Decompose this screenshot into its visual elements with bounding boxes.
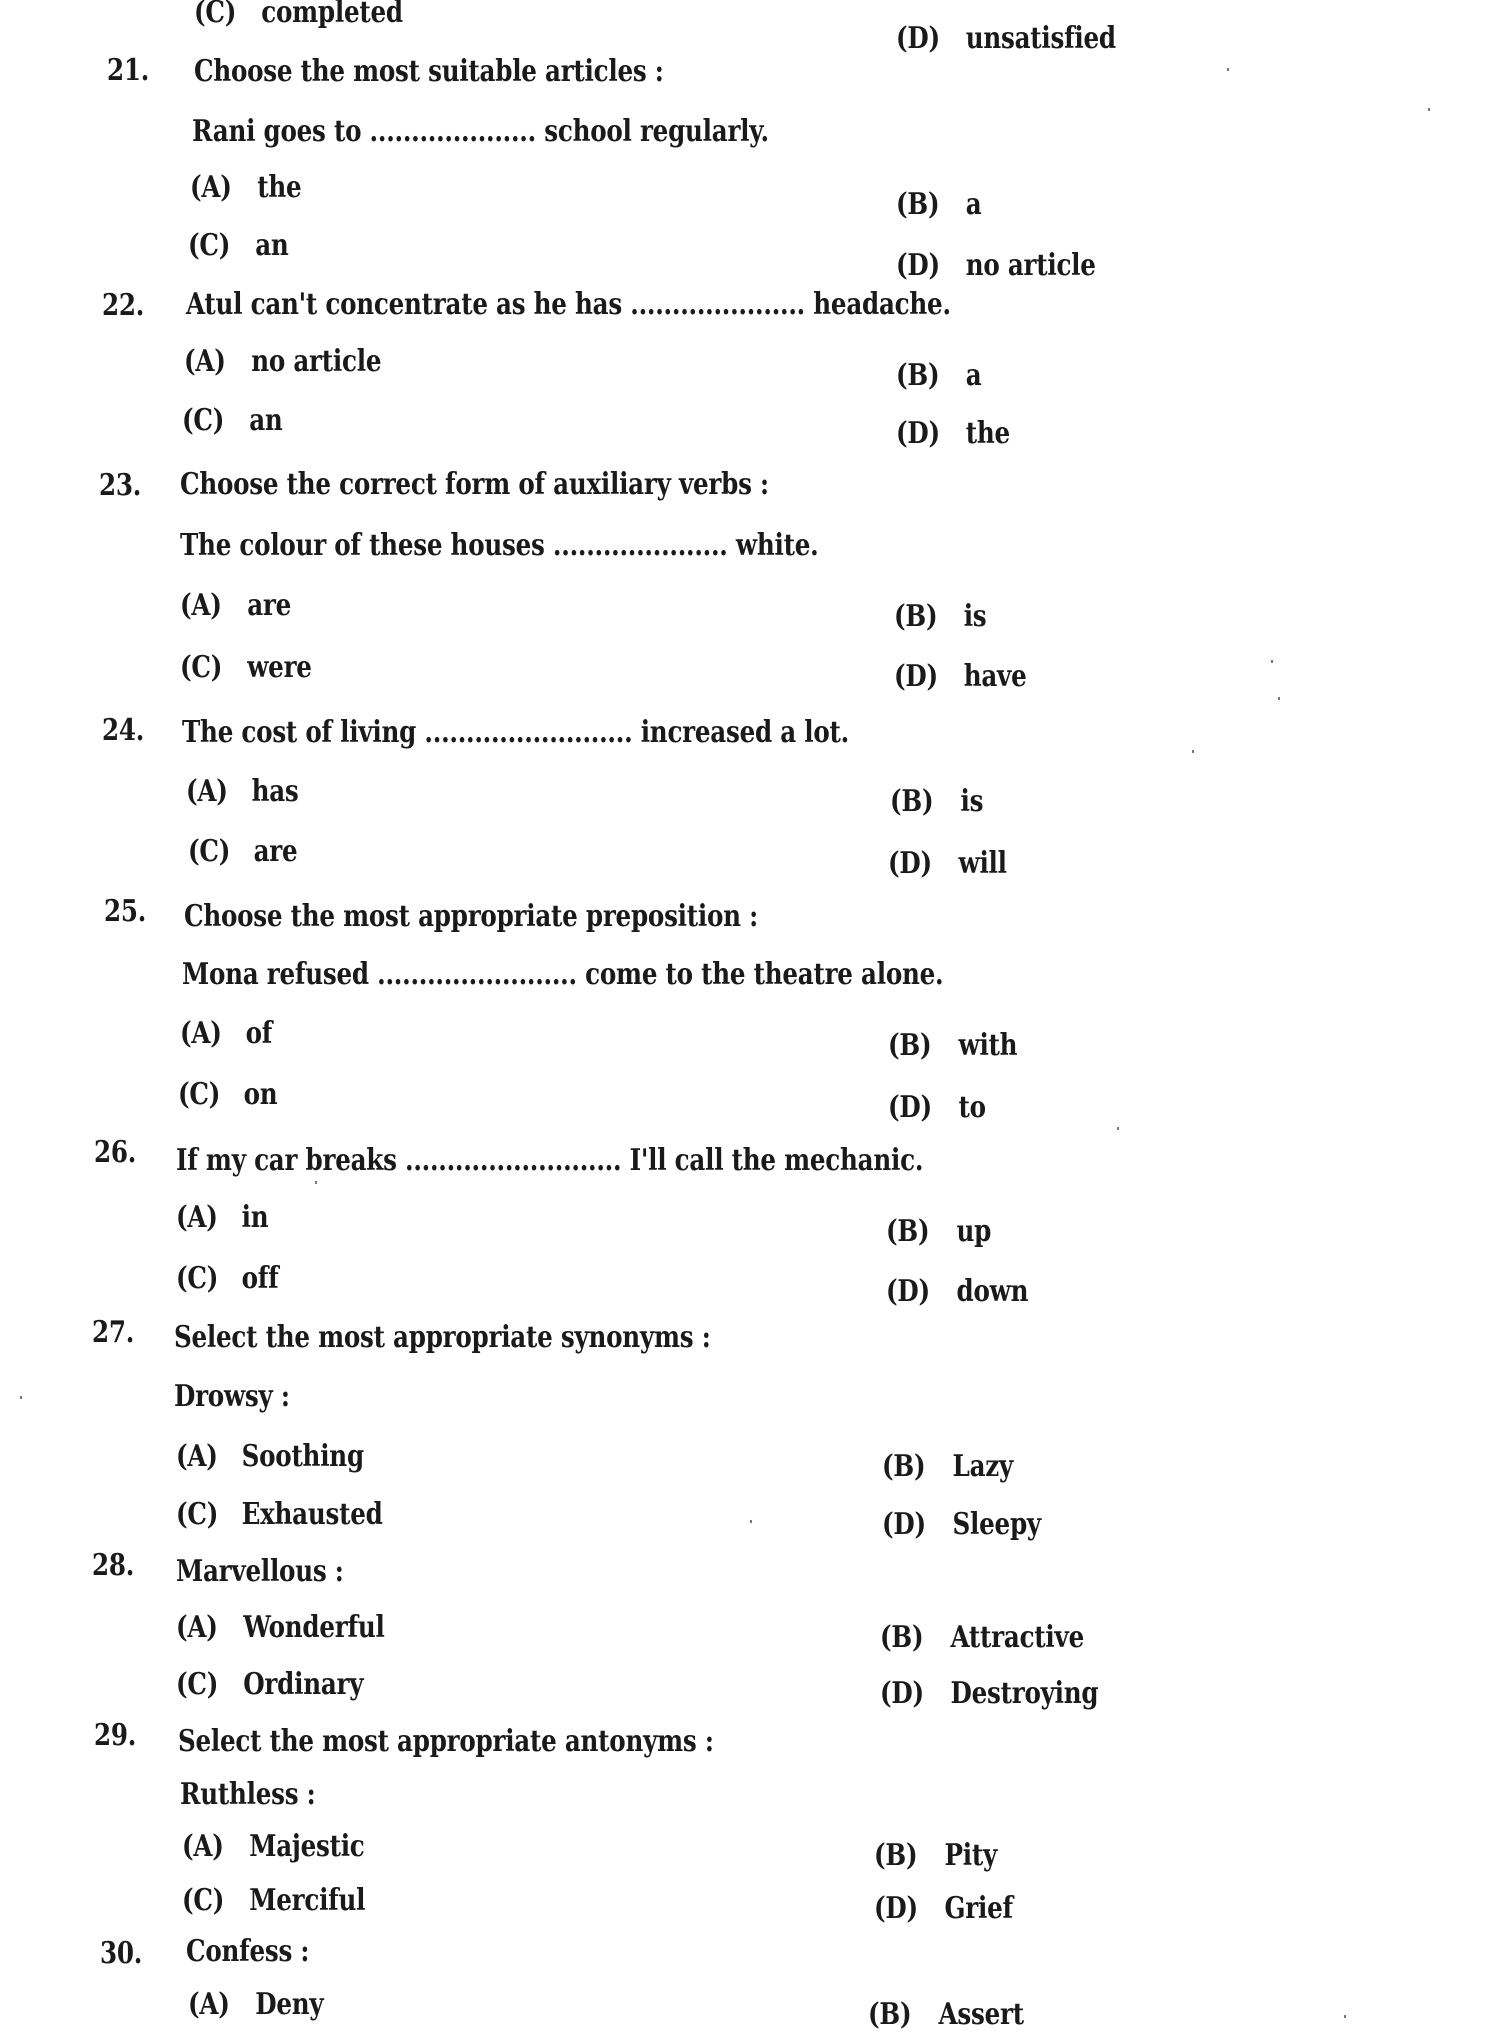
option-a xyxy=(190,171,301,205)
option-label: (A) xyxy=(176,1200,218,1235)
option-c xyxy=(176,1668,363,1702)
option-b xyxy=(868,1998,1024,2032)
option-label: (B) xyxy=(880,1620,924,1655)
option-text: were xyxy=(247,650,312,685)
option-d xyxy=(880,1677,1098,1711)
option-label: (A) xyxy=(180,1016,222,1051)
option-a xyxy=(180,589,291,623)
question-number: 29. xyxy=(94,1718,137,1753)
option-text: have xyxy=(963,659,1027,694)
option-b xyxy=(880,1621,1084,1655)
option-label: (B) xyxy=(890,784,934,819)
question-number: 23. xyxy=(99,468,142,503)
option-a xyxy=(176,1611,385,1645)
option-text: an xyxy=(255,228,289,263)
option-text: off xyxy=(241,1261,279,1296)
option-c xyxy=(180,651,312,685)
option-text: in xyxy=(241,1200,269,1235)
option-text: Grief xyxy=(944,1891,1013,1926)
option-label: (D) xyxy=(896,416,940,451)
question-sentence: Drowsy : xyxy=(174,1379,290,1414)
option-label: (C) xyxy=(188,834,231,869)
option-d xyxy=(896,249,1096,283)
option-label: (A) xyxy=(176,1610,218,1645)
option-label: (D) xyxy=(882,1507,926,1542)
option-text: Soothing xyxy=(241,1439,364,1474)
option-text: are xyxy=(247,588,292,623)
option-text: Majestic xyxy=(249,1829,365,1864)
option-text: Sleepy xyxy=(952,1507,1041,1542)
option-text: no article xyxy=(965,248,1096,283)
option-text: Assert xyxy=(938,1997,1024,2032)
option-b xyxy=(894,600,986,634)
option-text: no article xyxy=(251,344,382,379)
option-c xyxy=(188,229,289,263)
question-sentence: Mona refused ........................ come to the theatre alone. xyxy=(182,957,944,992)
option-label: (C) xyxy=(194,0,237,30)
option-label: (C) xyxy=(176,1667,219,1702)
option-text: Attractive xyxy=(950,1620,1084,1655)
option-label: (D) xyxy=(874,1891,918,1926)
option-text: a xyxy=(965,358,982,393)
question-prompt: If my car breaks .......................... I'll call the mechanic. xyxy=(176,1143,924,1178)
option-text: will xyxy=(958,846,1007,881)
option-label: (B) xyxy=(896,358,940,393)
scan-speck xyxy=(1117,1127,1119,1130)
option-text: Exhausted xyxy=(241,1497,383,1532)
option-label: (C) xyxy=(176,1261,219,1296)
option-label: (A) xyxy=(182,1829,224,1864)
option-text: up xyxy=(956,1214,992,1249)
option-label: (C) xyxy=(188,228,231,263)
option-text: is xyxy=(960,784,984,819)
option-label: (D) xyxy=(896,21,940,56)
option-label: (B) xyxy=(886,1214,930,1249)
option-label: (A) xyxy=(180,588,222,623)
option-a xyxy=(176,1201,268,1235)
question-sentence: The colour of these houses ..................... white. xyxy=(180,528,819,563)
option-b xyxy=(896,359,981,393)
option-b xyxy=(874,1839,997,1873)
option-label: (D) xyxy=(880,1676,924,1711)
option-text: an xyxy=(249,403,283,438)
option-text: Lazy xyxy=(952,1449,1014,1484)
option-label: (A) xyxy=(188,1987,230,2022)
scan-speck xyxy=(1271,660,1273,663)
option-c xyxy=(178,1078,277,1112)
option-label: (C) xyxy=(182,403,225,438)
question-prompt: Select the most appropriate antonyms : xyxy=(178,1724,714,1759)
option-label: (D) xyxy=(888,1090,932,1125)
option-c-prev xyxy=(194,0,403,30)
option-text: of xyxy=(245,1016,273,1051)
question-prompt: The cost of living ......................... increased a lot. xyxy=(182,715,849,750)
option-a xyxy=(180,1017,272,1051)
option-text: are xyxy=(253,834,298,869)
option-a xyxy=(188,1988,323,2022)
option-text: the xyxy=(257,170,302,205)
scan-speck xyxy=(750,1520,752,1523)
option-c xyxy=(176,1498,383,1532)
question-prompt: Choose the most appropriate preposition : xyxy=(184,899,758,934)
option-c xyxy=(188,835,297,869)
option-b xyxy=(890,785,983,819)
question-sentence: Rani goes to .................... school regularly. xyxy=(192,114,769,149)
option-text: a xyxy=(965,187,982,222)
question-prompt: Marvellous : xyxy=(176,1554,344,1589)
option-b xyxy=(886,1215,991,1249)
option-d xyxy=(888,1091,986,1125)
question-sentence: Ruthless : xyxy=(180,1777,316,1812)
option-text: completed xyxy=(261,0,403,30)
option-label: (A) xyxy=(190,170,232,205)
option-b xyxy=(888,1029,1017,1063)
option-a xyxy=(176,1440,364,1474)
question-prompt: Atul can't concentrate as he has ..................... headache. xyxy=(186,287,951,322)
option-c xyxy=(182,1884,365,1918)
option-c xyxy=(176,1262,278,1296)
option-label: (C) xyxy=(178,1077,221,1112)
option-label: (D) xyxy=(894,659,938,694)
option-label: (B) xyxy=(874,1838,918,1873)
option-text: is xyxy=(963,599,987,634)
option-label: (B) xyxy=(882,1449,926,1484)
option-d xyxy=(874,1892,1013,1926)
question-number: 25. xyxy=(104,894,147,929)
option-b xyxy=(882,1450,1013,1484)
option-label: (A) xyxy=(176,1439,218,1474)
option-d xyxy=(894,660,1026,694)
option-d xyxy=(896,417,1010,451)
option-label: (B) xyxy=(896,187,940,222)
option-label: (A) xyxy=(186,774,228,809)
question-number: 27. xyxy=(92,1315,135,1350)
option-a xyxy=(184,345,381,379)
question-number: 24. xyxy=(102,713,145,748)
option-a xyxy=(182,1830,365,1864)
question-prompt: Choose the correct form of auxiliary verbs : xyxy=(180,467,769,502)
option-label: (C) xyxy=(182,1883,225,1918)
option-label: (B) xyxy=(894,599,938,634)
option-label: (C) xyxy=(176,1497,219,1532)
option-b xyxy=(896,188,981,222)
option-text: Ordinary xyxy=(243,1667,364,1702)
option-c xyxy=(182,404,283,438)
question-prompt: Select the most appropriate synonyms : xyxy=(174,1320,711,1355)
question-number: 21. xyxy=(107,53,150,88)
option-text: Wonderful xyxy=(243,1610,385,1645)
option-text: on xyxy=(243,1077,278,1112)
scan-speck xyxy=(20,1396,22,1399)
option-label: (D) xyxy=(886,1274,930,1309)
option-label: (C) xyxy=(180,650,223,685)
option-label: (D) xyxy=(896,248,940,283)
option-text: Merciful xyxy=(249,1883,366,1918)
scan-speck xyxy=(315,1181,317,1184)
scan-speck xyxy=(1278,697,1280,700)
option-d xyxy=(886,1275,1028,1309)
option-text: to xyxy=(958,1090,986,1125)
option-d xyxy=(882,1508,1041,1542)
option-text: with xyxy=(958,1028,1018,1063)
option-text: Deny xyxy=(255,1987,324,2022)
option-label: (B) xyxy=(888,1028,932,1063)
option-d xyxy=(888,847,1007,881)
question-number: 30. xyxy=(100,1936,143,1971)
option-label: (B) xyxy=(868,1997,912,2032)
option-a xyxy=(186,775,299,809)
option-text: Pity xyxy=(944,1838,998,1873)
scan-speck xyxy=(1344,2015,1346,2018)
option-text: down xyxy=(956,1274,1029,1309)
question-prompt: Choose the most suitable articles : xyxy=(194,54,664,89)
question-number: 28. xyxy=(92,1548,135,1583)
option-d-prev xyxy=(896,22,1116,56)
question-number: 26. xyxy=(94,1135,137,1170)
option-text: unsatisfied xyxy=(965,21,1116,56)
option-label: (A) xyxy=(184,344,226,379)
option-label: (D) xyxy=(888,846,932,881)
scan-speck xyxy=(1428,108,1430,111)
option-text: Destroying xyxy=(950,1676,1099,1711)
option-text: has xyxy=(251,774,299,809)
scan-speck xyxy=(1227,68,1229,71)
question-number: 22. xyxy=(102,288,145,323)
question-prompt: Confess : xyxy=(186,1934,310,1969)
scan-speck xyxy=(1192,750,1194,753)
option-text: the xyxy=(965,416,1010,451)
